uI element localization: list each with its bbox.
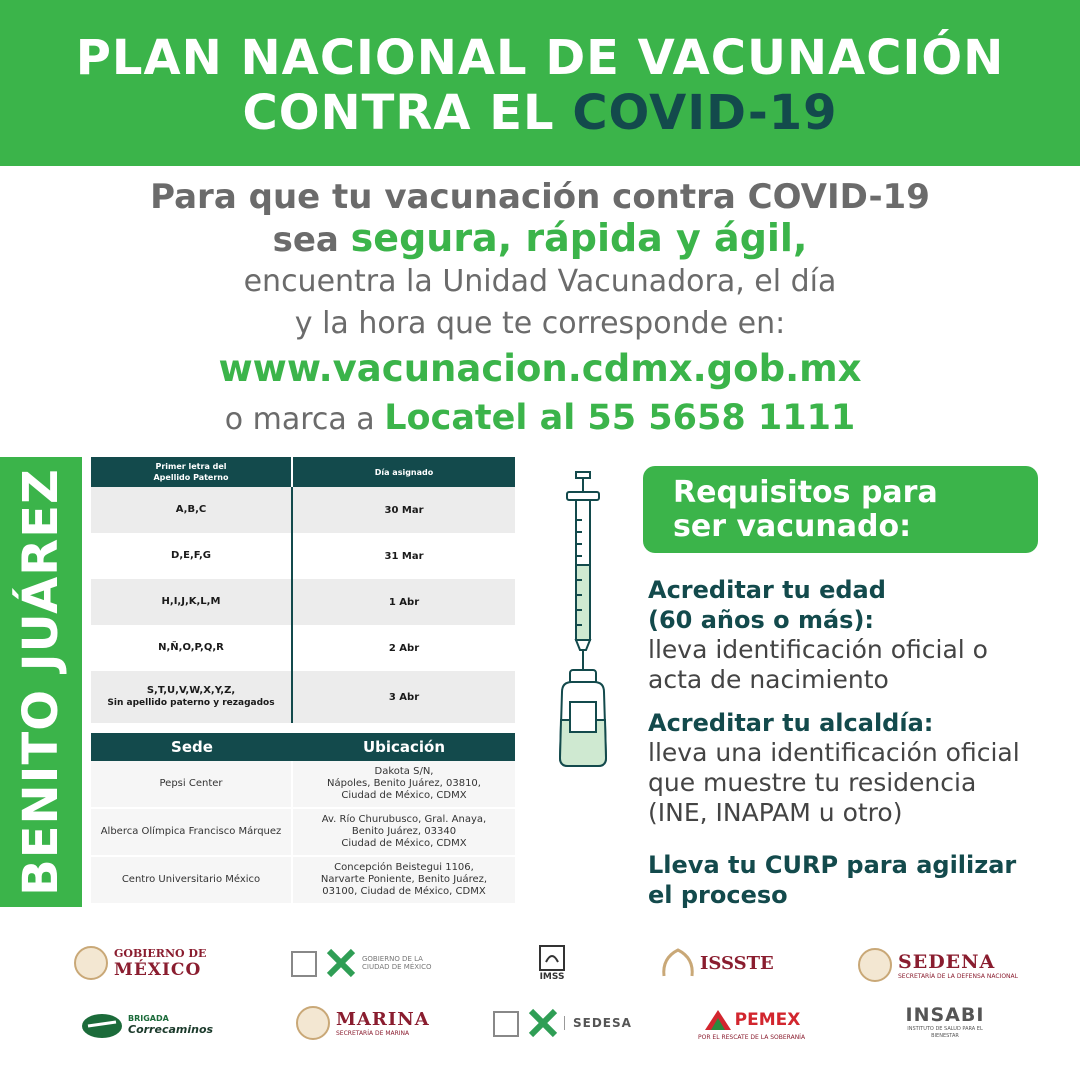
logo-sedena bbox=[858, 948, 1018, 982]
ubicacion-cell: Dakota S/N, Nápoles, Benito Juárez, 03810, Ciudad de México, CDMX bbox=[327, 766, 481, 801]
table-row bbox=[91, 857, 515, 905]
requirement-curp bbox=[648, 850, 1068, 910]
intro-line2 bbox=[0, 216, 1080, 262]
requirement-borough bbox=[648, 708, 1068, 828]
logo-sedesa bbox=[492, 1008, 632, 1038]
table-row bbox=[91, 625, 515, 671]
logo-text: SEDESA bbox=[564, 1016, 632, 1030]
intro-line4: y la hora que te corresponde en: bbox=[294, 306, 786, 341]
table-row bbox=[91, 533, 515, 579]
logo-text: ISSSTE bbox=[700, 952, 774, 974]
letters-cell: N,Ñ,O,P,Q,R bbox=[91, 625, 293, 671]
logo-issste bbox=[660, 946, 774, 980]
intro-line1: Para que tu vacunación contra COVID-19 bbox=[150, 177, 930, 217]
logo-text: PEMEX bbox=[734, 1010, 801, 1030]
letters-cell: H,I,J,K,L,M bbox=[91, 579, 293, 625]
syringe-icon bbox=[540, 470, 630, 770]
title-highlight: COVID-19 bbox=[572, 85, 838, 141]
locations-header bbox=[91, 733, 515, 761]
logo-gobierno-mexico bbox=[74, 946, 206, 980]
logo-text: MÉXICO bbox=[114, 959, 202, 980]
logo-text: SEDENA bbox=[898, 950, 996, 973]
letters-subtext: Sin apellido paterno y rezagados bbox=[107, 698, 275, 708]
day-cell: 1 Abr bbox=[388, 596, 420, 608]
sede-cell: Centro Universitario México bbox=[91, 857, 293, 903]
locatel-phone[interactable]: Locatel al 55 5658 1111 bbox=[384, 398, 856, 438]
schedule-header-day: Día asignado bbox=[374, 467, 434, 477]
requirement-borough-text2: que muestre tu residencia bbox=[648, 768, 977, 797]
requirements-title: Requisitos para ser vacunado: bbox=[673, 475, 938, 544]
logo-text: IMSS bbox=[539, 972, 565, 982]
requirements-title-box bbox=[643, 466, 1038, 553]
table-row bbox=[91, 487, 515, 533]
issste-hands-icon bbox=[660, 946, 696, 980]
roadrunner-icon bbox=[80, 1010, 124, 1040]
cdmx-emblem-icon bbox=[326, 948, 356, 978]
day-cell: 31 Mar bbox=[384, 550, 424, 562]
letters-cell bbox=[91, 671, 293, 723]
requirement-age-title2: (60 años o más): bbox=[648, 606, 875, 634]
intro-highlight: segura, rápida y ágil, bbox=[350, 216, 808, 260]
ubicacion-cell: Concepción Beistegui 1106, Narvarte Poniente, Benito Juárez, 03100, Ciudad de México, CDMX bbox=[320, 862, 488, 897]
logo-subtext: POR EL RESCATE DE LA SOBERANÍA bbox=[698, 1034, 806, 1041]
logo-subtext: INSTITUTO DE SALUD PARA EL BIENESTAR bbox=[907, 1026, 983, 1039]
logo-brigada-correcaminos bbox=[80, 1010, 213, 1040]
table-row bbox=[91, 579, 515, 625]
letters-cell: A,B,C bbox=[91, 487, 293, 533]
logo-imss bbox=[538, 944, 566, 982]
cdmx-emblem-icon bbox=[528, 1008, 558, 1038]
vaccination-url-link[interactable]: www.vacunacion.cdmx.gob.mx bbox=[218, 347, 862, 390]
requirement-curp-line1: Lleva tu CURP para agilizar bbox=[648, 851, 1017, 879]
pemex-flame-icon bbox=[703, 1008, 733, 1032]
logo-text: GOBIERNO DE LA bbox=[362, 955, 423, 963]
logo-pemex bbox=[698, 1008, 805, 1041]
logo-text: Correcaminos bbox=[128, 1023, 214, 1036]
cdmx-shield-icon bbox=[492, 1008, 522, 1038]
logo-marina bbox=[296, 1006, 430, 1040]
logo-text: INSABI bbox=[905, 1004, 985, 1026]
schedule-header bbox=[91, 457, 515, 487]
logo-subtext: SECRETARÍA DE LA DEFENSA NACIONAL bbox=[898, 972, 1018, 980]
table-row bbox=[91, 671, 515, 723]
logo-cdmx bbox=[290, 948, 432, 978]
locations-header-sede: Sede bbox=[171, 738, 213, 756]
schedule-table bbox=[91, 457, 515, 723]
requirement-age bbox=[648, 575, 1068, 695]
requirement-borough-text3: (INE, INAPAM u otro) bbox=[648, 798, 903, 827]
requirement-age-text1: lleva identificación oficial o bbox=[648, 635, 988, 664]
eagle-seal-icon bbox=[296, 1006, 330, 1040]
schedule-header-letter: Primer letra del Apellido Paterno bbox=[91, 457, 293, 487]
requirement-curp-line2: el proceso bbox=[648, 881, 788, 909]
logo-text: MARINA bbox=[336, 1009, 430, 1030]
intro-line6-prefix: o marca a bbox=[224, 402, 385, 437]
intro-line3: encuentra la Unidad Vacunadora, el día bbox=[243, 264, 837, 299]
day-cell: 2 Abr bbox=[388, 642, 420, 654]
side-label-panel bbox=[0, 457, 82, 907]
title-prefix: CONTRA EL bbox=[242, 85, 573, 141]
logo-text: CIUDAD DE MÉXICO bbox=[362, 963, 432, 971]
logo-text: BRIGADA bbox=[128, 1014, 169, 1023]
requirement-age-text2: acta de nacimiento bbox=[648, 665, 889, 694]
locations-table bbox=[91, 733, 515, 905]
ubicacion-cell: Av. Río Churubusco, Gral. Anaya, Benito Juárez, 03340 Ciudad de México, CDMX bbox=[321, 814, 487, 849]
borough-label: BENITO JUÁREZ bbox=[13, 468, 69, 896]
table-row bbox=[91, 809, 515, 857]
eagle-seal-icon bbox=[74, 946, 108, 980]
logo-text: GOBIERNO DE bbox=[114, 946, 207, 960]
eagle-seal-icon bbox=[858, 948, 892, 982]
sede-cell: Alberca Olímpica Francisco Márquez bbox=[91, 809, 293, 855]
intro-line6 bbox=[0, 396, 1080, 442]
requirement-age-title1: Acreditar tu edad bbox=[648, 576, 886, 604]
letters-cell: D,E,F,G bbox=[91, 533, 293, 579]
requirement-borough-text1: lleva una identificación oficial bbox=[648, 738, 1020, 767]
logo-subtext: SECRETARÍA DE MARINA bbox=[336, 1030, 410, 1037]
page-title-line2 bbox=[0, 85, 1080, 141]
letters-text: S,T,U,V,W,X,Y,Z, bbox=[146, 685, 236, 696]
header-banner bbox=[0, 0, 1080, 166]
sede-cell: Pepsi Center bbox=[91, 761, 293, 807]
cdmx-shield-icon bbox=[290, 948, 320, 978]
page-title-line1: PLAN NACIONAL DE VACUNACIÓN bbox=[75, 30, 1005, 86]
day-cell: 30 Mar bbox=[384, 504, 424, 516]
requirement-borough-title: Acreditar tu alcaldía: bbox=[648, 709, 934, 737]
locations-header-ubicacion: Ubicación bbox=[362, 738, 446, 756]
table-row bbox=[91, 761, 515, 809]
intro-line2-prefix: sea bbox=[272, 220, 351, 260]
imss-eagle-icon bbox=[538, 944, 566, 972]
day-cell: 3 Abr bbox=[388, 691, 420, 703]
logo-insabi bbox=[900, 1004, 990, 1040]
